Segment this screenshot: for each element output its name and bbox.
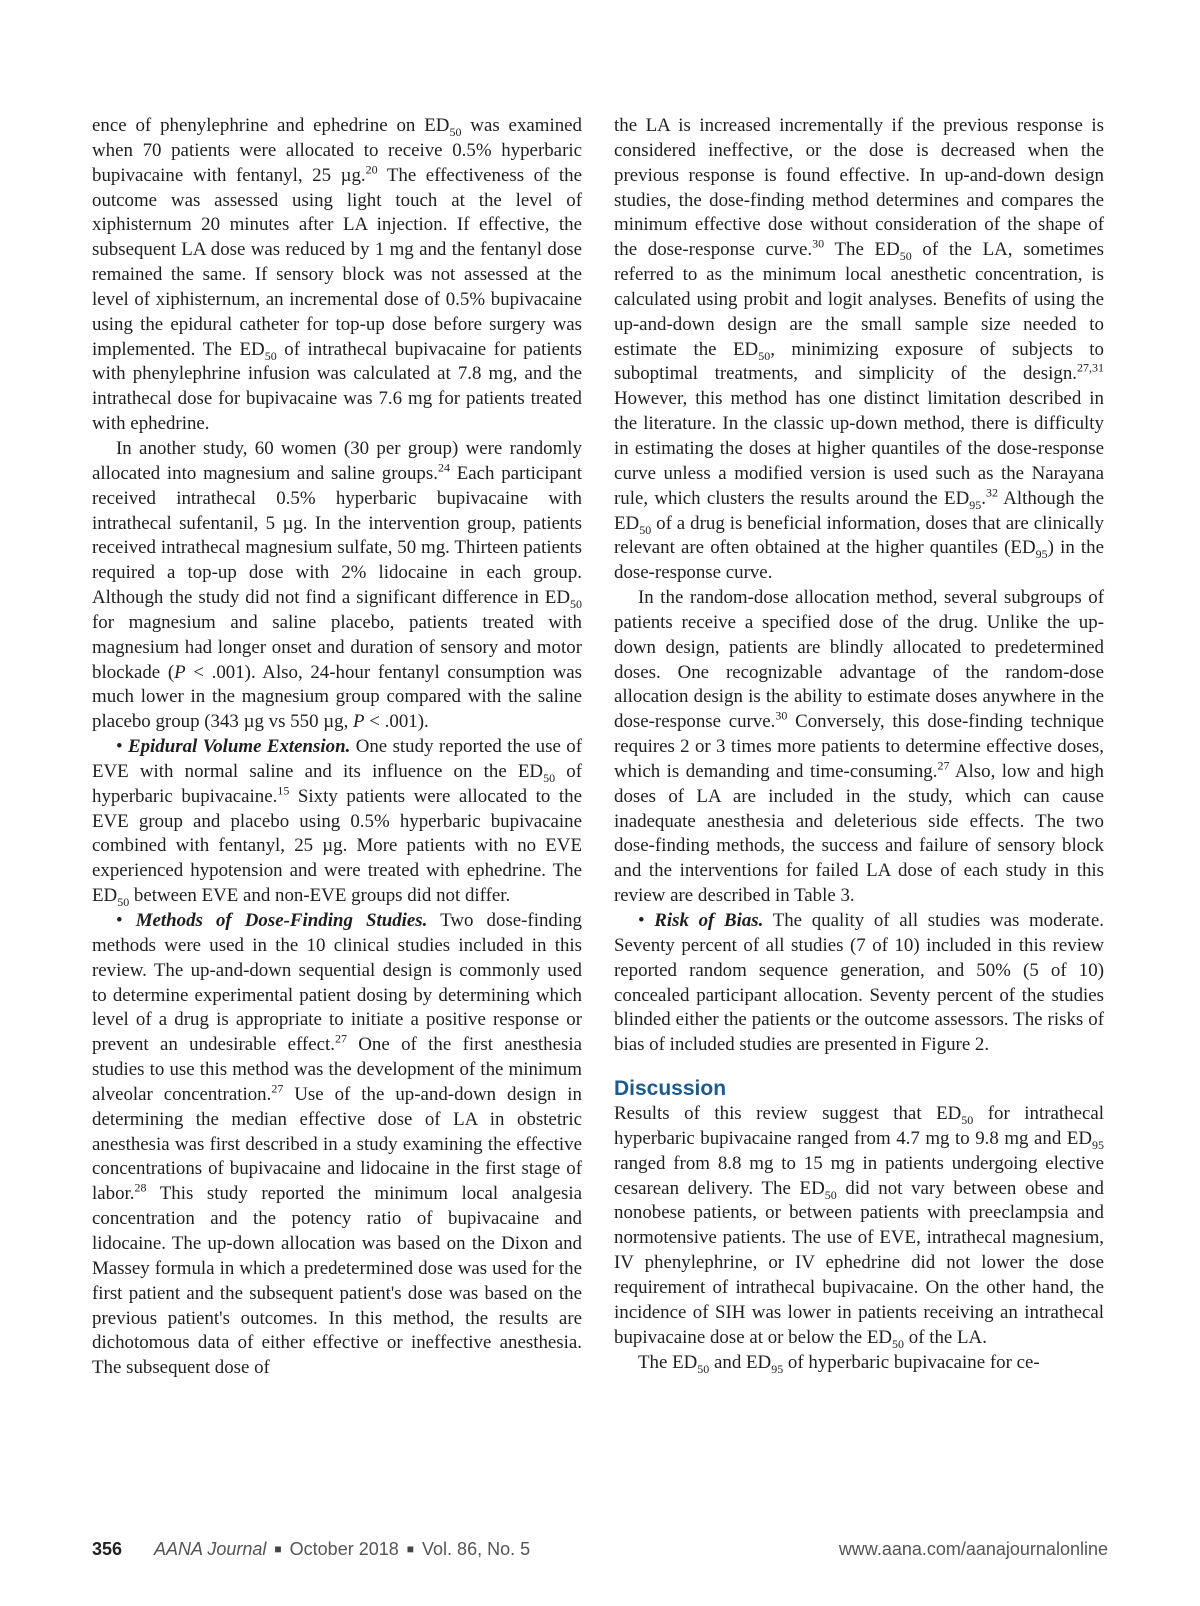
citation: 27 bbox=[334, 1031, 347, 1046]
citation: 30 bbox=[812, 236, 825, 251]
citation: 32 bbox=[985, 485, 998, 500]
paragraph: • Methods of Dose-Finding Studies. Two dose-finding methods were used in the 10 clinical studies included in this review. The up-and-down sequential design is commonly used to determine experimental patient dosing by determining which level of a drug is appropriate to initiate a positive response or prevent an undesirable effect.$^{27}$ One of the first anesthesia studies to use this method was the development of the minimum alveolar concentration.$^{27}$ Use of the up-and-down design in determining the median effective dose of LA in obstetric anesthesia was first described in a study examining the effective concentrations of bupivacaine and lidocaine in the first stage of labor.$^{28}$ This study reported the minimum local analgesia concentration and the potency ratio of bupivacaine and lidocaine. The up-down allocation was based on the Dixon and Massey formula in which a predetermined dose was used for the first patient and the subsequent patient's dose was based on the previous patient's outcomes. In this method, the results are dichotomous data of either effective or ineffective anesthesia. The subsequent dose of bbox=[92, 910, 583, 1379]
section-heading: Discussion bbox=[614, 1077, 727, 1101]
page-footer bbox=[92, 1539, 1108, 1563]
run-in-heading: Risk of Bias. bbox=[654, 910, 764, 931]
paragraph: • Risk of Bias. The quality of all studies was moderate. Seventy percent of all studies (7 of 10) included in this review reported random sequence generation, and 50% (5 of 10) concealed participant allocation. Seventy percent of the studies blinded either the patients or the outcome assessors. The risks of bias of included studies are presented in Figure 2. bbox=[614, 910, 1104, 1056]
citation: 15 bbox=[277, 783, 290, 798]
paragraph: the LA is increased incrementally if the previous response is considered ineffective, or the dose is decreased when the previous response is found effective. In up-and-down design studies, the dose-finding method determines and compares the minimum effective dose without consideration of the shape of the dose-response curve.$^{30}$ The $ED_{50}$ of the LA, sometimes referred to as the minimum local anesthetic concentration, is calculated using probit and logit analyses. Benefits of using the up-and-down design are the small sample size needed to estimate the $ED_{50}$, minimizing exposure of subjects to suboptimal treatments, and simplicity of the design.$^{27,31}$ However, this method has one distinct limitation described in the literature. In the classic up-down method, there is difficulty in estimating the doses at higher quantiles of the dose-response curve unless a modified version is used such as the Narayana rule, which clusters the results around the $ED_{95}.^{32}$ Although the $ED_{50}$ of a drug is beneficial information, doses that are clinically relevant are often obtained at the higher quantiles $(ED_{95})$ in the dose-response curve. bbox=[614, 115, 1104, 584]
citation: 27,31 bbox=[1077, 361, 1104, 376]
citation: 24 bbox=[437, 460, 450, 475]
paragraph: In another study, 60 women (30 per group) were randomly allocated into magnesium and saline groups.$^{24}$ Each participant received intrathecal 0.5% hyperbaric bupivacaine with intrathecal sufentanil, 5 µg. In the intervention group, patients received intrathecal magnesium sulfate, 50 mg. Thirteen patients required a top-up dose with 2% lidocaine in each group. Although the study did not find a significant difference in $ED_{50}$ for magnesium and saline placebo, patients treated with magnesium had longer onset and duration of sensory and motor blockade (P < .001). Also, 24-hour fentanyl consumption was much lower in the magnesium group compared with the saline placebo group (343 µg vs 550 µg, P < .001). bbox=[92, 437, 582, 733]
citation: 20 bbox=[365, 162, 378, 177]
citation: 27 bbox=[937, 758, 950, 773]
paragraph: The $ED_{50}$ and $ED_{95}$ of hyperbaric bupivacaine for ce- bbox=[638, 1351, 1040, 1376]
paragraph: Results of this review suggest that $ED_{50}$ for intrathecal hyperbaric bupivacaine ranged from 4.7 mg to 9.8 mg and $ED_{95}$ ranged from 8.8 mg to 15 mg in patients undergoing elective cesarean delivery. The $ED_{50}$ did not vary between obese and nonobese patients, or between patients with preeclampsia and normotensive patients. The use of EVE, intrathecal magnesium, IV phenylephrine, or IV ephedrine did not lower the dose requirement of intrathecal bupivacaine. On the other hand, the incidence of SIH was lower in patients receiving an intrathecal bupivacaine dose at or below the $ED_{50}$ of the LA. bbox=[614, 1103, 1104, 1351]
citation: 30 bbox=[775, 708, 788, 723]
run-in-heading: Methods of Dose-Finding Studies. bbox=[135, 910, 428, 931]
paragraph: • Epidural Volume Extension. One study reported the use of EVE with normal saline and its influence on the $ED_{50}$ of hyperbaric bupivacaine.$^{15}$ Sixty patients were allocated to the EVE group and placebo using 0.5% hyperbaric bupivacaine combined with fentanyl, 25 µg. More patients with no EVE experienced hypotension and were treated with ephedrine. The $ED_{50}$ between EVE and non-EVE groups did not differ. bbox=[92, 736, 582, 909]
left-column bbox=[92, 114, 582, 1381]
journal-citation: AANA Journal ■ October 2018 ■ Vol. 86, No. 5 bbox=[154, 1539, 531, 1559]
right-column bbox=[614, 114, 1104, 1375]
citation: 28 bbox=[134, 1180, 147, 1195]
citation: 27 bbox=[271, 1081, 284, 1096]
journal-website: www.aana.com/aanajournalonline bbox=[838, 1539, 1108, 1559]
run-in-heading: Epidural Volume Extension. bbox=[128, 736, 351, 758]
paragraph: ence of phenylephrine and ephedrine on $ED_{50}$ was examined when 70 patients were allocated to receive 0.5% hyperbaric bupivacaine with fentanyl, 25 µg.$^{20}$ The effectiveness of the outcome was assessed using light touch at the level of xiphisternum 20 minutes after LA injection. If effective, the subsequent LA dose was reduced by 1 mg and the fentanyl dose remained the same. If sensory block was not assessed at the level of xiphisternum, an incremental dose of 0.5% bupivacaine using the epidural catheter for top-up dose before surgery was implemented. The $ED_{50}$ of intrathecal bupivacaine for patients with phenylephrine infusion was calculated at 7.8 mg, and the intrathecal dose for bupivacaine was 7.6 mg for patients treated with ephedrine. bbox=[92, 115, 583, 435]
page-number: 356 bbox=[92, 1539, 123, 1559]
paragraph: In the random-dose allocation method, several subgroups of patients receive a specified dose of the drug. Unlike the up-down design, patients are blindly allocated to predetermined doses. One recognizable advantage of the random-dose allocation design is the ability to estimate doses anywhere in the dose-response curve.$^{30}$ Conversely, this dose-finding technique requires 2 or 3 times more patients to determine effective doses, which is demanding and time-consuming.$^{27}$ Also, low and high doses of LA are included in the study, which can cause inadequate anesthesia and deleterious side effects. The two dose-finding methods, the success and failure of sensory block and the interventions for failed LA dose of each study in this review are described in Table 3. bbox=[614, 587, 1104, 907]
